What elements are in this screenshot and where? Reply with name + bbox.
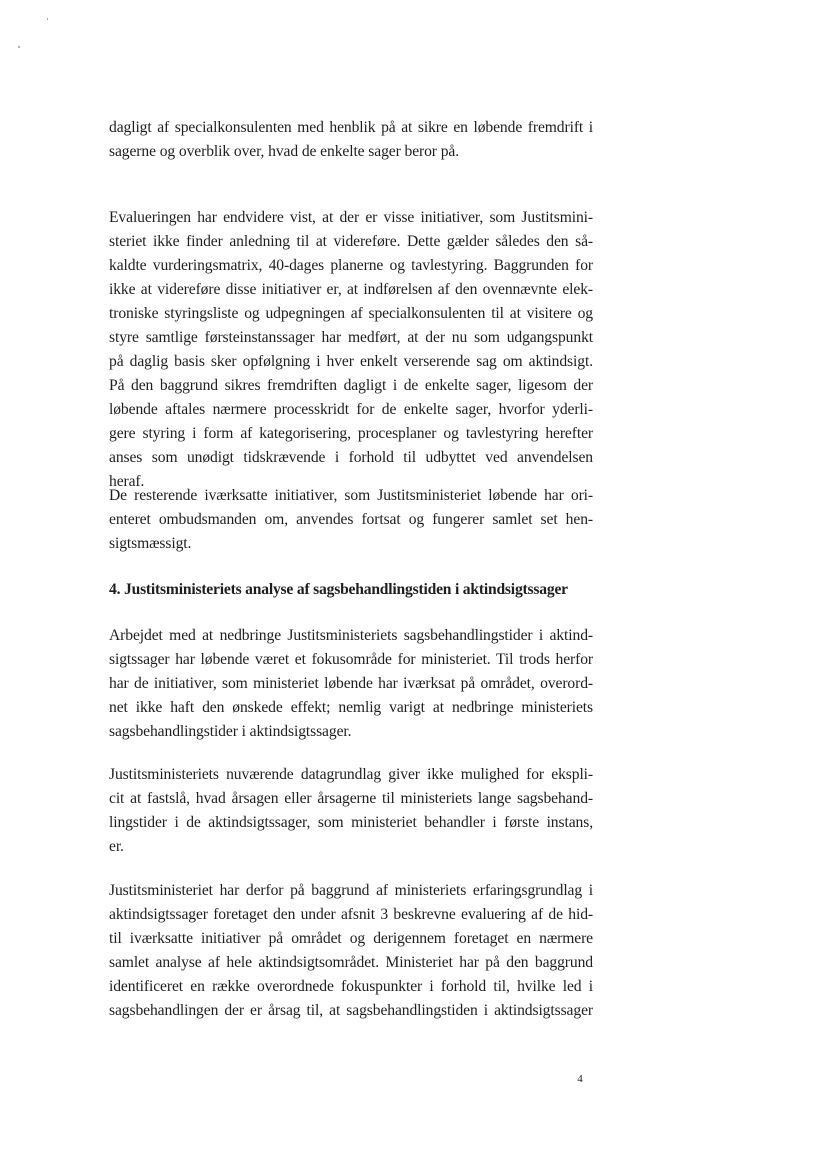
scan-speck (18, 46, 20, 48)
paragraph-line: cit at fastslå, hvad årsagen eller årsagerne til ministeriets lange sagsbehand- (109, 790, 593, 807)
paragraph-line: anses som unødigt tidskrævende i forhold til udbyttet ved anvendelsen (109, 449, 593, 466)
paragraph-line: kaldte vurderingsmatrix, 40-dages planerne og tavlestyring. Baggrunden for (109, 257, 593, 274)
paragraph-line: lingstider i de aktindsigtssager, som ministeriet behandler i første instans, (109, 814, 593, 831)
paragraph-line: Evalueringen har endvidere vist, at der er visse initiativer, som Justitsmini- (109, 209, 593, 226)
paragraph-line: dagligt af specialkonsulenten med henblik på at sikre en løbende fremdrift i (109, 119, 593, 136)
paragraph-line: troniske styringsliste og udpegningen af specialkonsulenten til at visitere og (109, 305, 593, 322)
paragraph-line: net ikke haft den ønskede effekt; nemlig varigt at nedbringe ministeriets (109, 699, 593, 716)
paragraph-line: sagsbehandlingstider i aktindsigtssager. (109, 723, 352, 740)
paragraph-line: enteret ombudsmanden om, anvendes fortsat og fungerer samlet set hen- (109, 511, 593, 528)
scan-speck (47, 18, 48, 20)
paragraph-line: har de initiativer, som ministeriet løbende har iværksat på området, overord- (109, 675, 593, 692)
paragraph-line: ikke at videreføre disse initiativer er, at indførelsen af den ovennævnte elek- (109, 281, 593, 298)
paragraph-line: På den baggrund sikres fremdriften dagligt i de enkelte sager, ligesom der (109, 377, 593, 394)
section-heading: 4. Justitsministeriets analyse af sagsbehandlingstiden i aktindsigtssager (109, 581, 568, 598)
paragraph-line: sigtsmæssigt. (109, 535, 192, 552)
paragraph-line: sigtssager har løbende været et fokusområde for ministeriet. Til trods herfor (109, 651, 593, 668)
paragraph-line: aktindsigtssager foretaget den under afsnit 3 beskrevne evaluering af de hid- (109, 906, 593, 923)
page-number: 4 (577, 1073, 583, 1085)
paragraph-line: på daglig basis sker opfølgning i hver enkelt verserende sag om aktindsigt. (109, 353, 593, 370)
paragraph-line: De resterende iværksatte initiativer, som Justitsministeriet løbende har ori- (109, 487, 593, 504)
paragraph-line: styre samtlige førsteinstanssager har medført, at der nu som udgangspunkt (109, 329, 593, 346)
paragraph-line: Justitsministeriets nuværende datagrundlag giver ikke mulighed for ekspli- (109, 766, 593, 783)
paragraph-line: identificeret en række overordnede fokuspunkter i forhold til, hvilke led i (109, 978, 593, 995)
paragraph-line: steriet ikke finder anledning til at videreføre. Dette gælder således den så- (109, 233, 593, 250)
paragraph-line: heraf. (109, 473, 145, 490)
paragraph-line: gere styring i form af kategorisering, procesplaner og tavlestyring herefter (109, 425, 593, 442)
paragraph-line: løbende aftales nærmere processkridt for de enkelte sager, hvorfor yderli- (109, 401, 593, 418)
paragraph-line: er. (109, 838, 124, 855)
paragraph-line: samlet analyse af hele aktindsigtsområdet. Ministeriet har på den baggrund (109, 954, 593, 971)
paragraph-line: Arbejdet med at nedbringe Justitsministeriets sagsbehandlingstider i aktind- (109, 627, 593, 644)
paragraph-line: sagerne og overblik over, hvad de enkelte sager beror på. (109, 143, 460, 160)
paragraph-line: Justitsministeriet har derfor på baggrund af ministeriets erfaringsgrundlag i (109, 882, 593, 899)
paragraph-line: sagsbehandlingen der er årsag til, at sagsbehandlingstiden i aktindsigtssager (109, 1002, 593, 1019)
paragraph-line: til iværksatte initiativer på området og derigennem foretaget en nærmere (109, 930, 593, 947)
